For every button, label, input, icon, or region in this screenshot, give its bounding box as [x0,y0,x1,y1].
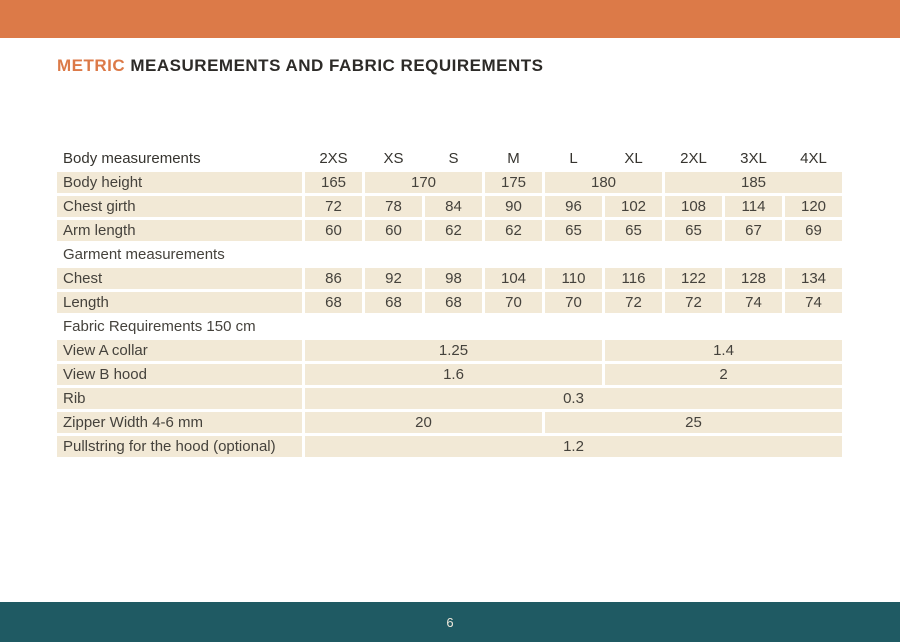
value-cell: 110 [545,268,602,289]
footer-bar [0,602,900,642]
value-cell: 70 [485,292,542,313]
row-arm-length [57,220,842,241]
value-cell: 72 [305,196,362,217]
value-cell: 116 [605,268,662,289]
row-zipper-width [57,412,842,433]
size-column-header: 2XS [319,150,348,167]
measurements-table [54,145,845,460]
value-cell: 62 [425,220,482,241]
row-view-b-hood [57,364,842,385]
value-cell: 98 [425,268,482,289]
value-cell: 180 [545,172,662,193]
value-cell: 65 [665,220,722,241]
value-cell: 60 [365,220,422,241]
table-header-row [57,148,842,169]
value-cell: 68 [365,292,422,313]
value-cell: 65 [545,220,602,241]
row-label: View A collar [57,340,302,361]
row-rib [57,388,842,409]
row-garment-length [57,292,842,313]
row-label: Rib [57,388,302,409]
value-cell: 70 [545,292,602,313]
row-label: Length [57,292,302,313]
value-cell: 60 [305,220,362,241]
value-cell: 92 [365,268,422,289]
size-column-header: 2XL [680,150,707,167]
value-cell: 122 [665,268,722,289]
row-label: View B hood [57,364,302,385]
row-view-a-collar [57,340,842,361]
value-cell: 108 [665,196,722,217]
value-cell: 68 [425,292,482,313]
page-number: 6 [446,614,454,630]
value-cell: 25 [545,412,842,433]
value-cell: 90 [485,196,542,217]
value-cell: 72 [605,292,662,313]
row-body-height [57,172,842,193]
size-column-header: L [569,150,578,167]
value-cell: 170 [365,172,482,193]
value-cell: 120 [785,196,842,217]
value-cell: 1.4 [605,340,842,361]
row-label: Zipper Width 4-6 mm [57,412,302,433]
value-cell: 1.2 [305,436,842,457]
value-cell: 0.3 [305,388,842,409]
value-cell: 74 [725,292,782,313]
row-label: Arm length [57,220,302,241]
value-cell: 78 [365,196,422,217]
row-chest-girth [57,196,842,217]
value-cell: 102 [605,196,662,217]
value-cell: 104 [485,268,542,289]
size-column-header: M [507,150,520,167]
page-title-rest: MEASUREMENTS AND FABRIC REQUIREMENTS [125,56,544,75]
value-cell: 1.6 [305,364,602,385]
size-column-header: S [448,150,459,167]
value-cell: 128 [725,268,782,289]
value-cell: 86 [305,268,362,289]
value-cell: 67 [725,220,782,241]
value-cell: 114 [725,196,782,217]
section-row-fabric-requirements [57,316,842,337]
value-cell: 185 [665,172,842,193]
row-pullstring [57,436,842,457]
column-header-body-measurements: Body measurements [63,150,201,167]
section-label: Garment measurements [63,246,225,263]
value-cell: 74 [785,292,842,313]
size-column-header: XS [383,150,404,167]
value-cell: 175 [485,172,542,193]
value-cell: 72 [665,292,722,313]
size-column-header: 3XL [740,150,767,167]
value-cell: 134 [785,268,842,289]
size-column-header: XL [624,150,643,167]
row-label: Chest [57,268,302,289]
row-label: Pullstring for the hood (optional) [57,436,302,457]
value-cell: 165 [305,172,362,193]
value-cell: 62 [485,220,542,241]
row-label: Chest girth [57,196,302,217]
page-title-highlight: METRIC [57,56,126,75]
value-cell: 65 [605,220,662,241]
section-row-garment-measurements [57,244,842,265]
row-garment-chest [57,268,842,289]
row-label: Body height [57,172,302,193]
section-label: Fabric Requirements 150 cm [63,318,256,335]
value-cell: 1.25 [305,340,602,361]
page-title [57,56,544,76]
top-accent-bar [0,0,900,38]
value-cell: 68 [305,292,362,313]
value-cell: 84 [425,196,482,217]
value-cell: 20 [305,412,542,433]
value-cell: 96 [545,196,602,217]
value-cell: 69 [785,220,842,241]
value-cell: 2 [605,364,842,385]
size-column-header: 4XL [800,150,827,167]
